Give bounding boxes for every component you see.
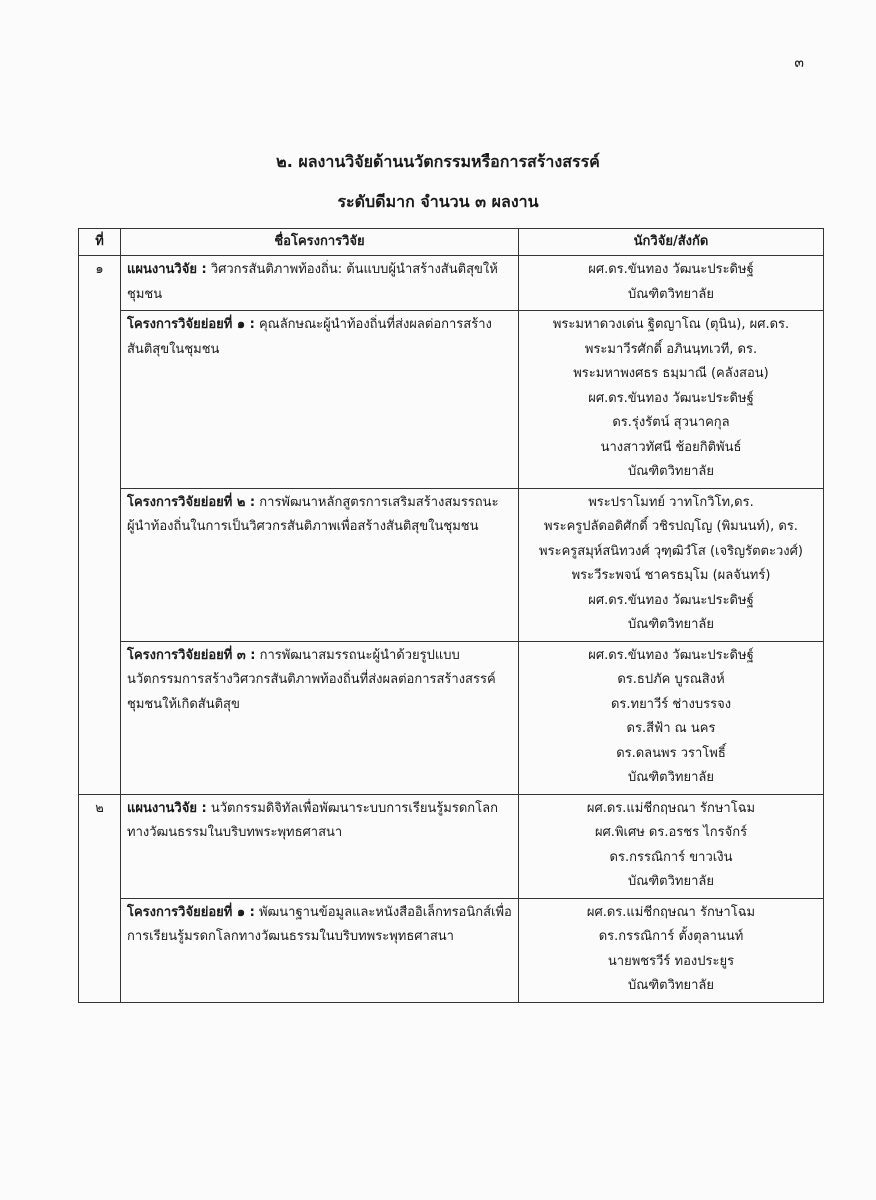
project-title: พัฒนาฐานข้อมูลและหนังสืออิเล็กทรอนิกส์เพื่อการเรียนรู้มรดกโลกทางวัฒนธรรมในบริบทพระพุทธศาสนา <box>127 904 512 944</box>
project-title: คุณลักษณะผู้นำท้องถิ่นที่ส่งผลต่อการสร้างสันติสุขในชุมชน <box>127 317 492 357</box>
table-row <box>79 898 824 1002</box>
section-subtitle: ระดับดีมาก จำนวน ๓ ผลงาน <box>337 192 539 211</box>
researcher-line: ดร.รุ่งรัตน์ สุวนาคกุล <box>612 415 730 430</box>
project-name-cell <box>121 898 519 1002</box>
researcher-line: บัณฑิตวิทยาลัย <box>628 617 714 632</box>
project-type-label: แผนงานวิจัย : <box>127 262 207 277</box>
researchers-cell <box>519 256 824 311</box>
project-name-cell <box>121 311 519 489</box>
researcher-line: บัณฑิตวิทยาลัย <box>628 978 714 993</box>
researcher-line: พระมหาดวงเด่น ฐิตญาโณ (ตุนิน), ผศ.ดร. <box>552 317 790 332</box>
project-type-label: โครงการวิจัยย่อยที่ ๓ : <box>127 647 256 663</box>
row-number <box>79 311 121 489</box>
researchers-cell <box>519 488 824 641</box>
project-type-label: แผนงานวิจัย : <box>127 800 207 816</box>
researcher-line: ผศ.ดร.ขันทอง วัฒนะประดิษฐ์ <box>588 592 754 608</box>
researcher-line: ผศ.ดร.ขันทอง วัฒนะประดิษฐ์ <box>588 262 754 277</box>
project-name-cell <box>121 794 519 898</box>
researcher-line: ผศ.ดร.แม่ชีกฤษณา รักษาโฉม <box>586 904 756 920</box>
table-row <box>79 794 824 898</box>
researcher-line: นายพชรวีร์ ทองประยูร <box>607 953 735 969</box>
researcher-line: พระครูสมุห์สนิทวงศ์ วุฑฺฒิวํโส (เจริญรัตตะวงศ์) <box>539 543 803 559</box>
row-number <box>79 898 121 1002</box>
row-number: ๒ <box>79 794 121 898</box>
table-body <box>79 256 824 1003</box>
row-number: ๑ <box>79 256 121 311</box>
table-row <box>79 488 824 641</box>
researcher-line: ดร.ธปภัค บูรณสิงห์ <box>617 672 725 687</box>
table-row <box>79 641 824 794</box>
researcher-line: บัณฑิตวิทยาลัย <box>628 874 714 889</box>
row-number <box>79 488 121 641</box>
researcher-line: ผศ.ดร.แม่ชีกฤษณา รักษาโฉม <box>586 800 756 816</box>
researcher-line: ดร.กรรณิการ์ ตั้งตุลานนท์ <box>598 929 744 944</box>
project-type-label: โครงการวิจัยย่อยที่ ๑ : <box>127 317 255 332</box>
researcher-line: พระมาวีรศักดิ์ อภินนฺทเวที, ดร. <box>584 341 758 357</box>
researcher-line: บัณฑิตวิทยาลัย <box>628 770 714 785</box>
researchers-cell <box>519 641 824 794</box>
researchers-cell <box>519 794 824 898</box>
researcher-line: ผศ.ดร.ขันทอง วัฒนะประดิษฐ์ <box>588 647 754 663</box>
project-type-label: โครงการวิจัยย่อยที่ ๒ : <box>127 494 256 510</box>
researcher-line: พระครูปลัดอดิศักดิ์ วชิรปญฺโญ (พิมนนท์), ดร. <box>544 519 798 534</box>
researchers-cell <box>519 311 824 489</box>
page-number: ๓ <box>794 55 804 71</box>
header-project-name: ชื่อโครงการวิจัย <box>121 229 519 256</box>
table-header-row <box>79 229 824 256</box>
researcher-line: ดร.สีฟ้า ณ นคร <box>626 721 716 736</box>
researcher-line: บัณฑิตวิทยาลัย <box>628 286 714 302</box>
researcher-line: ผศ.ดร.ขันทอง วัฒนะประดิษฐ์ <box>588 390 754 406</box>
table-row <box>79 256 824 311</box>
project-title: วิศวกรสันติภาพท้องถิ่น: ต้นแบบผู้นำสร้างสันติสุขให้ชุมชน <box>127 262 498 302</box>
project-title: การพัฒนาสมรรถนะผู้นำด้วยรูปแบบนวัตกรรมการสร้างวิศวกรสันติภาพท้องถิ่นที่ส่งผลต่อการสร้างสรรค์ชุมชนให้เกิดสันติสุข <box>127 647 496 712</box>
researcher-line: ดร.ทยาวีร์ ช่างบรรจง <box>610 696 732 712</box>
header-researchers: นักวิจัย/สังกัด <box>519 229 824 256</box>
researcher-line: บัณฑิตวิทยาลัย <box>628 464 714 479</box>
project-name-cell <box>121 641 519 794</box>
project-name-cell <box>121 256 519 311</box>
header-no: ที่ <box>79 229 121 256</box>
researchers-cell <box>519 898 824 1002</box>
project-name-cell <box>121 488 519 641</box>
researcher-line: พระวีระพจน์ ชาครธมฺโม (ผลจันทร์) <box>571 568 771 583</box>
researcher-line: พระมหาพงศธร ธมฺมาณี (คลังสอน) <box>573 366 769 381</box>
row-number <box>79 641 121 794</box>
project-title: นวัตกรรมดิจิทัลเพื่อพัฒนาระบบการเรียนรู้มรดกโลกทางวัฒนธรรมในบริบทพระพุทธศาสนา <box>127 800 498 840</box>
project-type-label: โครงการวิจัยย่อยที่ ๑ : <box>127 904 255 920</box>
researcher-line: พระปราโมทย์ วาทโกวิโท,ดร. <box>588 494 754 510</box>
research-table <box>78 228 824 1003</box>
project-title: การพัฒนาหลักสูตรการเสริมสร้างสมรรถนะผู้นำท้องถิ่นในการเป็นวิศวกรสันติภาพเพื่อสร้างสันติสุขในชุมชน <box>127 494 499 534</box>
researcher-line: ดร.กรรณิการ์ ขาวเงิน <box>609 849 733 865</box>
researcher-line: ผศ.พิเศษ ดร.อรชร ไกรจักร์ <box>594 825 748 840</box>
researcher-line: ดร.ดลนพร วราโพธิ์ <box>616 745 726 761</box>
table-row <box>79 311 824 489</box>
researcher-line: นางสาวทัศนี ช้อยกิติพันธ์ <box>600 439 742 455</box>
section-title: ๒. ผลงานวิจัยด้านนวัตกรรมหรือการสร้างสรรค์ <box>276 152 600 171</box>
